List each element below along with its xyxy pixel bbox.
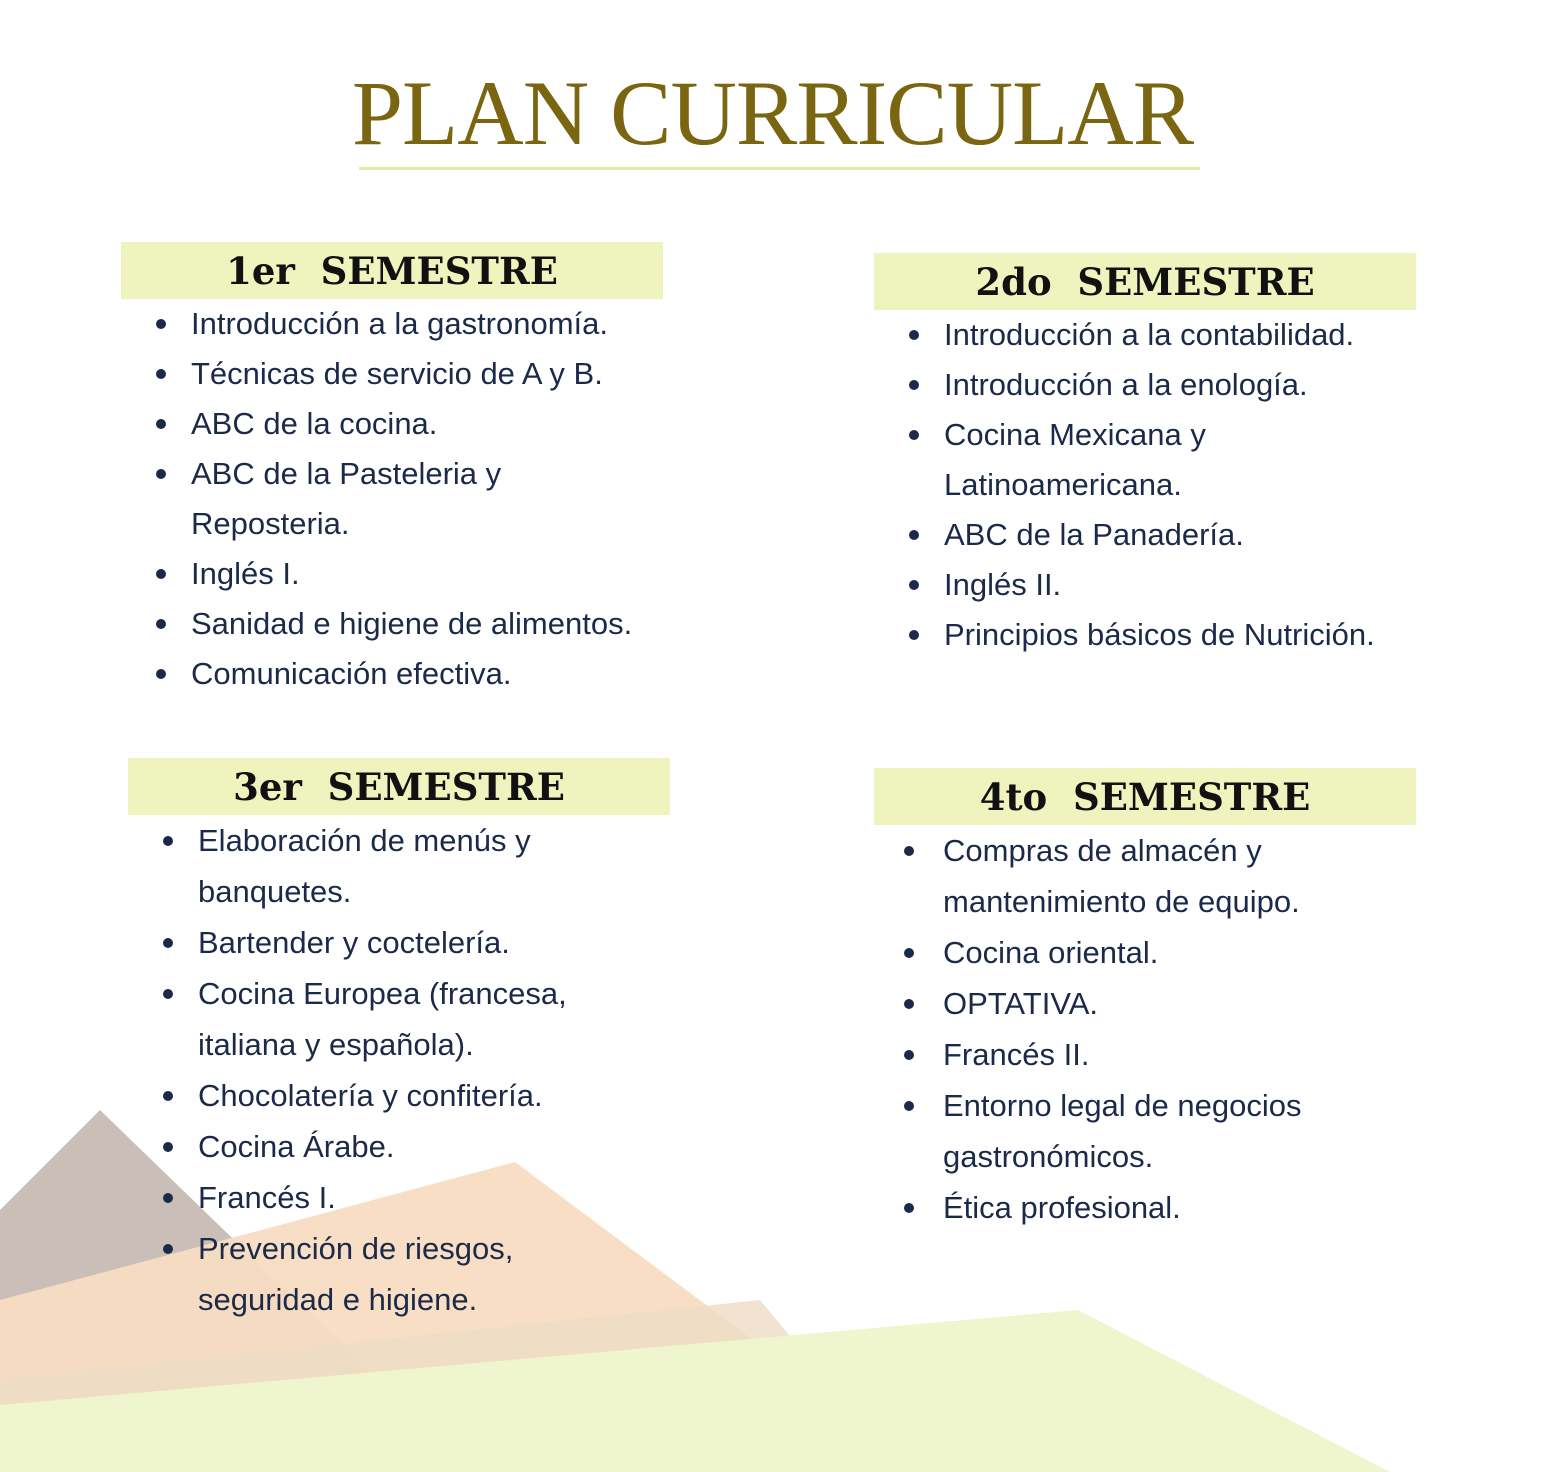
- course-list: [121, 299, 663, 699]
- course-item: Ética profesional.: [874, 1182, 1416, 1233]
- course-item: Cocina Mexicana y Latinoamericana.: [874, 410, 1416, 510]
- course-item: Prevención de riesgos, seguridad e higiene.: [128, 1223, 670, 1325]
- course-item: OPTATIVA.: [874, 978, 1416, 1029]
- course-item: Sanidad e higiene de alimentos.: [121, 599, 663, 649]
- course-item: Entorno legal de negocios gastronómicos.: [874, 1080, 1416, 1182]
- semester-header: 4to SEMESTRE: [874, 768, 1416, 825]
- semester-3: [128, 758, 670, 1325]
- course-item: Cocina Europea (francesa, italiana y española).: [128, 968, 670, 1070]
- course-item: Cocina oriental.: [874, 927, 1416, 978]
- semester-header: 3er SEMESTRE: [128, 758, 670, 815]
- course-item: Bartender y coctelería.: [128, 917, 670, 968]
- course-list: [128, 815, 670, 1325]
- course-item: Cocina Árabe.: [128, 1121, 670, 1172]
- page-title: PLAN CURRICULAR: [351, 62, 1194, 164]
- course-item: Elaboración de menús y banquetes.: [128, 815, 670, 917]
- course-item: Francés I.: [128, 1172, 670, 1223]
- course-item: Chocolatería y confitería.: [128, 1070, 670, 1121]
- course-item: Introducción a la enología.: [874, 360, 1416, 410]
- title-underline: [359, 167, 1200, 170]
- semester-4: [874, 768, 1416, 1233]
- course-item: Introducción a la contabilidad.: [874, 310, 1416, 360]
- course-item: ABC de la Pasteleria y Reposteria.: [121, 449, 663, 549]
- course-item: Introducción a la gastronomía.: [121, 299, 663, 349]
- course-item: Inglés II.: [874, 560, 1416, 610]
- semester-2: [874, 253, 1416, 660]
- course-item: Compras de almacén y mantenimiento de equipo.: [874, 825, 1416, 927]
- course-item: ABC de la cocina.: [121, 399, 663, 449]
- course-item: Principios básicos de Nutrición.: [874, 610, 1416, 660]
- course-item: Francés II.: [874, 1029, 1416, 1080]
- course-item: Comunicación efectiva.: [121, 649, 663, 699]
- semester-header: 1er SEMESTRE: [121, 242, 663, 299]
- semester-header: 2do SEMESTRE: [874, 253, 1416, 310]
- course-item: ABC de la Panadería.: [874, 510, 1416, 560]
- course-list: [874, 310, 1416, 660]
- semester-1: [121, 242, 663, 699]
- course-item: Técnicas de servicio de A y B.: [121, 349, 663, 399]
- course-item: Inglés I.: [121, 549, 663, 599]
- course-list: [874, 825, 1416, 1233]
